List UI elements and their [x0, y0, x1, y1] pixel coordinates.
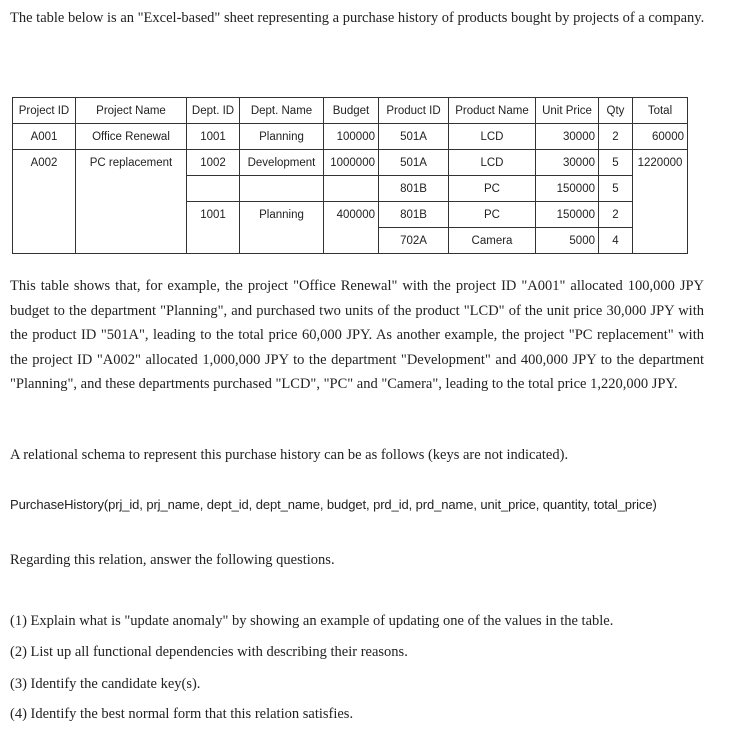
table-cell [76, 176, 187, 202]
table-cell: Planning [240, 202, 324, 228]
table-cell: 30000 [536, 150, 599, 176]
question-1: (1) Explain what is "update anomaly" by showing an example of updating one of the values in the table. [10, 613, 614, 629]
table-cell [187, 228, 240, 254]
table-cell: Planning [240, 124, 324, 150]
schema-intro: A relational schema to represent this purchase history can be as follows (keys are not indicated). [10, 447, 569, 463]
table-cell: PC [449, 176, 536, 202]
table-cell: 30000 [536, 124, 599, 150]
header-cell: Project Name [76, 98, 187, 124]
table-cell: 100000 [324, 124, 379, 150]
table-row [13, 150, 688, 176]
table-cell: LCD [449, 150, 536, 176]
table-cell: 150000 [536, 202, 599, 228]
header-cell: Unit Price [536, 98, 599, 124]
table-cell: 5 [599, 176, 633, 202]
intro-text: The table below is an "Excel-based" sheet representing a purchase history of products bought by projects of a company. [10, 10, 705, 26]
table-cell: A001 [13, 124, 76, 150]
table-row [13, 228, 688, 254]
table-row [13, 124, 688, 150]
table-cell: 4 [599, 228, 633, 254]
table-cell: LCD [449, 124, 536, 150]
table-cell: 501A [379, 124, 449, 150]
purchase-history-table [12, 97, 688, 254]
header-cell: Total [633, 98, 688, 124]
table-cell: 5000 [536, 228, 599, 254]
header-cell: Product Name [449, 98, 536, 124]
table-cell [324, 176, 379, 202]
table-cell: Camera [449, 228, 536, 254]
table-cell: 5 [599, 150, 633, 176]
header-cell: Product ID [379, 98, 449, 124]
table-cell [13, 228, 76, 254]
table-header-row [13, 98, 688, 124]
question-3: (3) Identify the candidate key(s). [10, 676, 201, 692]
table-cell: 1001 [187, 202, 240, 228]
table-cell [76, 228, 187, 254]
table-cell: 2 [599, 124, 633, 150]
table-cell: Development [240, 150, 324, 176]
table-cell [633, 228, 688, 254]
header-cell: Dept. Name [240, 98, 324, 124]
table-cell: 400000 [324, 202, 379, 228]
table-cell: 702A [379, 228, 449, 254]
table-cell: 801B [379, 176, 449, 202]
table-cell: 1001 [187, 124, 240, 150]
table-cell: A002 [13, 150, 76, 176]
table-cell [633, 202, 688, 228]
table-cell: 801B [379, 202, 449, 228]
table-cell [13, 202, 76, 228]
table-cell: 1002 [187, 150, 240, 176]
table-cell [633, 176, 688, 202]
table-cell: 1220000 [633, 150, 688, 176]
table-cell: Office Renewal [76, 124, 187, 150]
table-cell [324, 228, 379, 254]
table-cell [76, 202, 187, 228]
header-cell: Budget [324, 98, 379, 124]
table-row [13, 176, 688, 202]
table-cell: 501A [379, 150, 449, 176]
table-cell [240, 176, 324, 202]
table-cell: 60000 [633, 124, 688, 150]
question-4: (4) Identify the best normal form that this relation satisfies. [10, 706, 354, 722]
regarding-text: Regarding this relation, answer the following questions. [10, 552, 335, 568]
table-cell: 1000000 [324, 150, 379, 176]
explanation-paragraph: This table shows that, for example, the project "Office Renewal" with the project ID "A001" allocated 100,000 JPY budget to the department "Planning", and purchased two units of the product "LCD" of the unit price 30,000 JPY with the product ID "501A", leading to the total price 60,000 JPY. As another example, the project "PC replacement" with the project ID "A002" allocated 1,000,000 JPY to the department "Development" and 400,000 JPY to the department "Planning", and these departments purchased "LCD", "PC" and "Camera", leading to the total price 1,220,000 JPY. [10, 278, 704, 392]
table-row [13, 202, 688, 228]
table-cell: 150000 [536, 176, 599, 202]
relation-schema: PurchaseHistory(prj_id, prj_name, dept_id, dept_name, budget, prd_id, prd_name, unit_price, quantity, total_price) [10, 497, 657, 512]
table-cell [240, 228, 324, 254]
table-cell: PC [449, 202, 536, 228]
header-cell: Dept. ID [187, 98, 240, 124]
question-2: (2) List up all functional dependencies with describing their reasons. [10, 644, 408, 660]
table-cell: PC replacement [76, 150, 187, 176]
header-cell: Qty [599, 98, 633, 124]
table-cell [13, 176, 76, 202]
table-cell [187, 176, 240, 202]
header-cell: Project ID [13, 98, 76, 124]
table-cell: 2 [599, 202, 633, 228]
